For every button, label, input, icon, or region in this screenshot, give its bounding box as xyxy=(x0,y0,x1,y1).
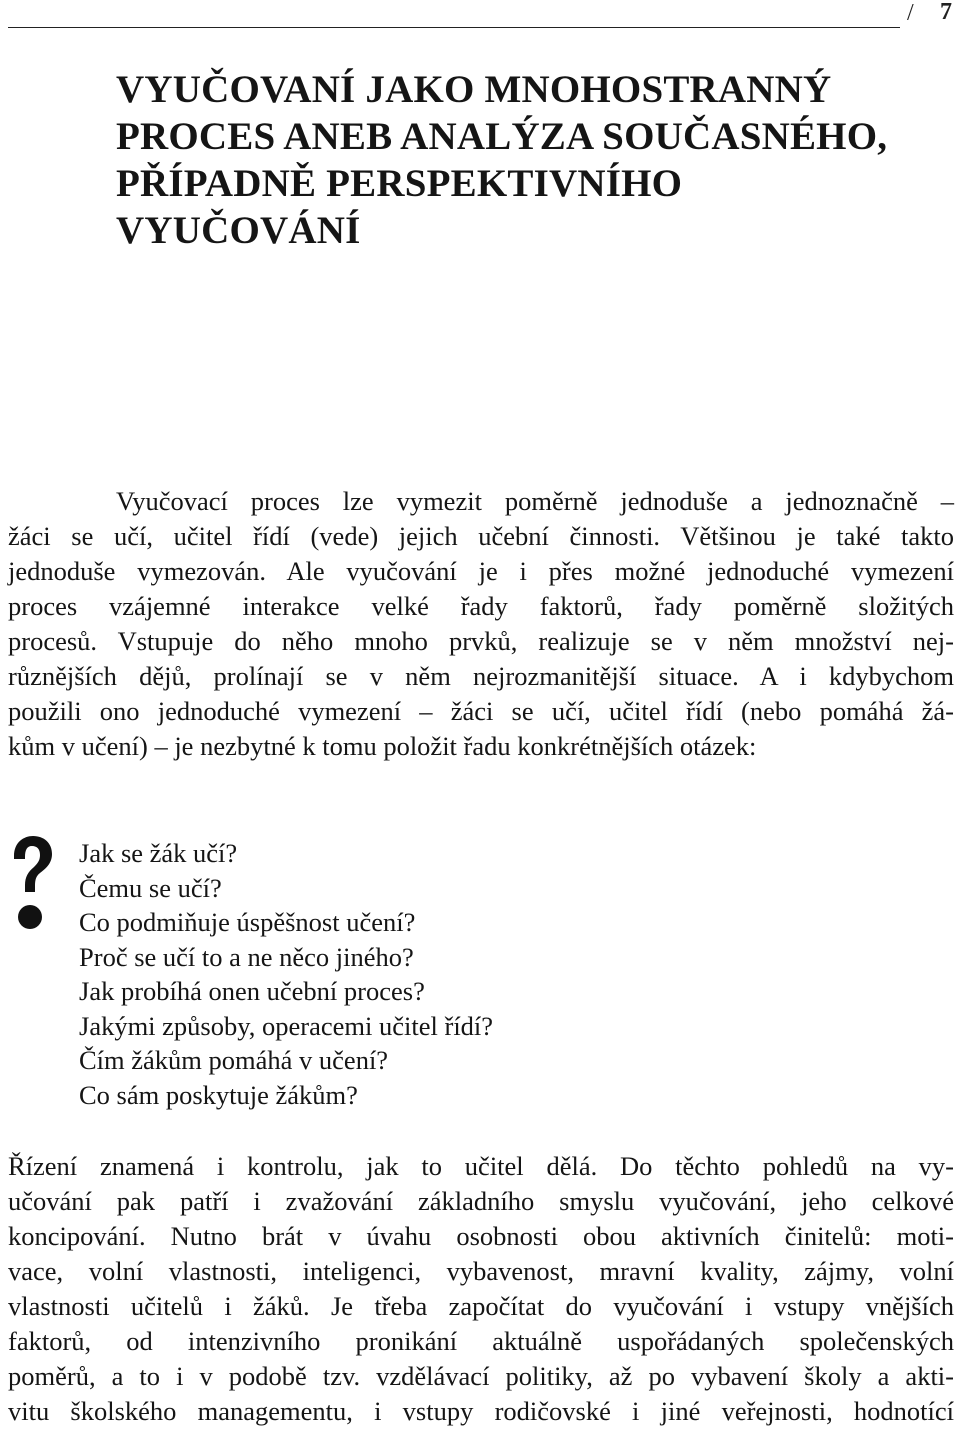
paragraph-line: Vyučovací proces lze vymezit poměrně jednoduše a jednoznačně – xyxy=(116,486,954,516)
paragraph-line: vlastnosti učitelů i žáků. Je třeba započítat do vyučování i vstupy vnějších xyxy=(8,1291,954,1321)
question-item: Co sám poskytuje žákům? xyxy=(79,1079,358,1110)
intro-paragraph xyxy=(8,484,954,764)
paragraph-line: poměrů, a to i v podobě tzv. vzdělávací politiky, až po vybavení školy a akti- xyxy=(8,1361,954,1391)
question-list xyxy=(79,836,493,1112)
chapter-title-line: PROCES ANEB ANALÝZA SOUČASNÉHO, xyxy=(116,115,888,158)
chapter-title-line: PŘÍPADNĚ PERSPEKTIVNÍHO xyxy=(116,162,683,205)
paragraph-line: učování pak patří i zvažování základního smyslu vyučování, jeho celkové xyxy=(8,1186,954,1216)
question-item: Proč se učí to a ne něco jiného? xyxy=(79,941,414,972)
question-item: Čím žákům pomáhá v učení? xyxy=(79,1045,389,1075)
paragraph-line: vitu školského managementu, i vstupy rodičovské i jiné veřejnosti, hodnotící xyxy=(8,1396,954,1426)
paragraph-line: kům v učení) – je nezbytné k tomu položit řadu konkrétnějších otázek: xyxy=(8,731,757,761)
page-number: 7 xyxy=(940,0,952,25)
paragraph-line: jednoduše vymezován. Ale vyučování je i přes možné jednoduché vymezení xyxy=(8,556,954,586)
question-item: Čemu se učí? xyxy=(79,872,222,903)
paragraph-line: proces vzájemné interakce velké řady faktorů, řady poměrně složitých xyxy=(8,591,954,621)
question-item: Jakými způsoby, operacemi učitel řídí? xyxy=(79,1010,494,1041)
paragraph-line: vace, volní vlastnosti, inteligenci, vybavenost, mravní kvality, zájmy, volní xyxy=(8,1256,954,1286)
chapter-title xyxy=(116,66,946,254)
paragraph-line: procesů. Vstupuje do něho mnoho prvků, realizuje se v něm množství nej- xyxy=(8,626,954,656)
paragraph-line: použili ono jednoduché vymezení – žáci se učí, učitel řídí (nebo pomáhá žá- xyxy=(8,696,954,726)
paragraph-line: koncipování. Nutno brát v úvahu osobnosti obou aktivních činitelů: moti- xyxy=(8,1221,954,1251)
question-item: Co podmiňuje úspěšnost učení? xyxy=(79,907,416,937)
paragraph-line: různějších dějů, prolínají se v něm nejrozmanitější situace. A i kdybychom xyxy=(8,661,954,691)
chapter-title-line: VYUČOVÁNÍ xyxy=(116,209,361,252)
paragraph-line: faktorů, od intenzivního pronikání aktuálně uspořádaných společenských xyxy=(8,1326,954,1356)
chapter-title-line: VYUČOVANÍ JAKO MNOHOSTRANNÝ xyxy=(116,68,832,111)
closing-paragraph xyxy=(8,1149,954,1429)
paragraph-line: Řízení znamená i kontrolu, jak to učitel dělá. Do těchto pohledů na vy- xyxy=(8,1151,954,1181)
question-item: Jak se žák učí? xyxy=(79,838,238,868)
question-item: Jak probíhá onen učební proces? xyxy=(79,976,425,1006)
question-mark-icon xyxy=(8,832,54,936)
header-rule xyxy=(8,27,900,28)
header-slash: / xyxy=(907,0,914,26)
paragraph-line: žáci se učí, učitel řídí (vede) jejich učební činnosti. Většinou je také takto xyxy=(8,521,954,551)
